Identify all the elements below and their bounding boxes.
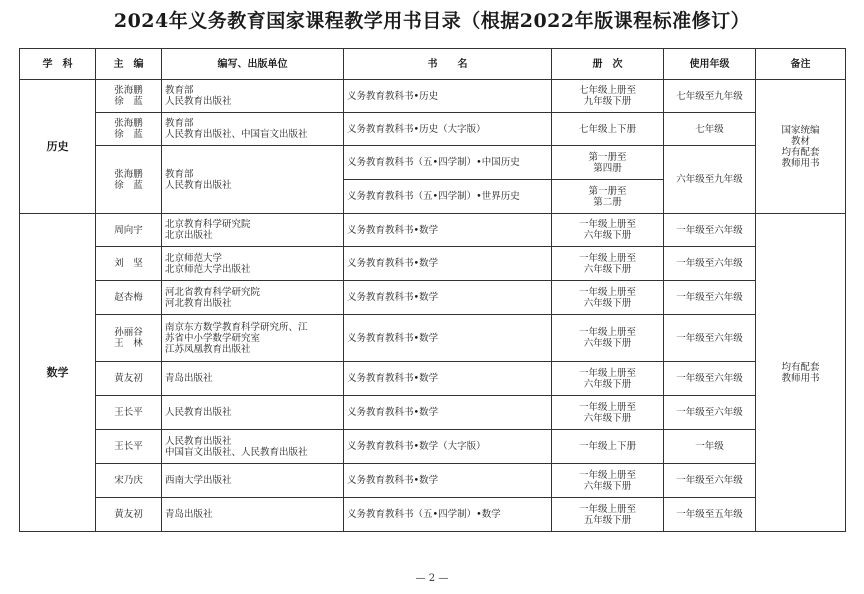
publisher-cell: 青岛出版社	[162, 362, 344, 396]
book-cell: 义务教育教科书（五•四学制）•世界历史	[344, 180, 552, 214]
editor-cell: 孙丽谷 王 林	[96, 315, 162, 362]
table-row	[20, 146, 846, 180]
publisher-cell: 青岛出版社	[162, 498, 344, 532]
note-cell: 均有配套 教师用书	[756, 214, 846, 532]
table-row	[20, 362, 846, 396]
volume-cell: 一年级上册至 六年级下册	[552, 281, 664, 315]
book-cell: 义务教育教科书•数学	[344, 247, 552, 281]
grade-cell: 一年级至六年级	[664, 315, 756, 362]
editor-cell: 张海鹏 徐 蓝	[96, 80, 162, 113]
grade-cell: 一年级至六年级	[664, 464, 756, 498]
grade-cell: 一年级至六年级	[664, 247, 756, 281]
table-row	[20, 315, 846, 362]
note-cell: 国家统编 教材 均有配套 教师用书	[756, 80, 846, 214]
volume-cell: 一年级上册至 六年级下册	[552, 396, 664, 430]
grade-cell: 一年级至五年级	[664, 498, 756, 532]
editor-cell: 张海鹏 徐 蓝	[96, 146, 162, 214]
book-cell: 义务教育教科书•数学	[344, 315, 552, 362]
publisher-cell: 人民教育出版社 中国盲文出版社、人民教育出版社	[162, 430, 344, 464]
editor-cell: 赵杏梅	[96, 281, 162, 315]
book-cell: 义务教育教科书•数学	[344, 281, 552, 315]
table-row	[20, 113, 846, 146]
editor-cell: 王长平	[96, 430, 162, 464]
publisher-cell: 教育部 人民教育出版社、中国盲文出版社	[162, 113, 344, 146]
grade-cell: 六年级至九年级	[664, 146, 756, 214]
grade-cell: 一年级	[664, 430, 756, 464]
book-cell: 义务教育教科书（五•四学制）•数学	[344, 498, 552, 532]
publisher-cell: 人民教育出版社	[162, 396, 344, 430]
book-cell: 义务教育教科书•数学（大字版）	[344, 430, 552, 464]
publisher-cell: 西南大学出版社	[162, 464, 344, 498]
header-subject: 学 科	[20, 49, 96, 80]
editor-cell: 周向宇	[96, 214, 162, 247]
header-volume: 册 次	[552, 49, 664, 80]
publisher-cell: 南京东方数学教育科学研究所、江 苏省中小学数学研究室 江苏凤凰教育出版社	[162, 315, 344, 362]
volume-cell: 第一册至 第四册	[552, 146, 664, 180]
grade-cell: 一年级至六年级	[664, 396, 756, 430]
table-row	[20, 214, 846, 247]
publisher-cell: 北京教育科学研究院 北京出版社	[162, 214, 344, 247]
header-row	[20, 49, 846, 80]
subject-cell: 数学	[20, 214, 96, 532]
book-cell: 义务教育教科书•数学	[344, 214, 552, 247]
publisher-cell: 河北省教育科学研究院 河北教育出版社	[162, 281, 344, 315]
book-cell: 义务教育教科书•历史	[344, 80, 552, 113]
table-row	[20, 247, 846, 281]
editor-cell: 刘 坚	[96, 247, 162, 281]
grade-cell: 七年级	[664, 113, 756, 146]
volume-cell: 一年级上册至 六年级下册	[552, 315, 664, 362]
book-cell: 义务教育教科书•数学	[344, 464, 552, 498]
volume-cell: 七年级上下册	[552, 113, 664, 146]
volume-cell: 一年级上册至 六年级下册	[552, 247, 664, 281]
document-title: 2024年义务教育国家课程教学用书目录（根据2022年版课程标准修订）	[113, 10, 751, 32]
table-row	[20, 396, 846, 430]
header-publisher: 编写、出版单位	[162, 49, 344, 80]
editor-cell: 王长平	[96, 396, 162, 430]
header-note: 备注	[756, 49, 846, 80]
textbook-catalog-table	[19, 48, 846, 532]
volume-cell: 一年级上册至 五年级下册	[552, 498, 664, 532]
table-row	[20, 80, 846, 113]
publisher-cell: 教育部 人民教育出版社	[162, 80, 344, 113]
table-row	[20, 498, 846, 532]
editor-cell: 黄友初	[96, 362, 162, 396]
header-grade: 使用年级	[664, 49, 756, 80]
page-number: — 2 —	[415, 573, 449, 584]
grade-cell: 一年级至六年级	[664, 214, 756, 247]
volume-cell: 一年级上册至 六年级下册	[552, 464, 664, 498]
subject-cell: 历史	[20, 80, 96, 214]
editor-cell: 张海鹏 徐 蓝	[96, 113, 162, 146]
publisher-cell: 教育部 人民教育出版社	[162, 146, 344, 214]
volume-cell: 第一册至 第二册	[552, 180, 664, 214]
book-cell: 义务教育教科书•数学	[344, 396, 552, 430]
book-cell: 义务教育教科书（五•四学制）•中国历史	[344, 146, 552, 180]
table-row	[20, 430, 846, 464]
publisher-cell: 北京师范大学 北京师范大学出版社	[162, 247, 344, 281]
editor-cell: 黄友初	[96, 498, 162, 532]
book-cell: 义务教育教科书•数学	[344, 362, 552, 396]
volume-cell: 一年级上册至 六年级下册	[552, 362, 664, 396]
table-row	[20, 464, 846, 498]
header-editor: 主 编	[96, 49, 162, 80]
grade-cell: 一年级至六年级	[664, 362, 756, 396]
editor-cell: 宋乃庆	[96, 464, 162, 498]
book-cell: 义务教育教科书•历史（大字版）	[344, 113, 552, 146]
grade-cell: 七年级至九年级	[664, 80, 756, 113]
grade-cell: 一年级至六年级	[664, 281, 756, 315]
volume-cell: 七年级上册至 九年级下册	[552, 80, 664, 113]
header-book: 书 名	[344, 49, 552, 80]
table-row	[20, 281, 846, 315]
volume-cell: 一年级上册至 六年级下册	[552, 214, 664, 247]
volume-cell: 一年级上下册	[552, 430, 664, 464]
